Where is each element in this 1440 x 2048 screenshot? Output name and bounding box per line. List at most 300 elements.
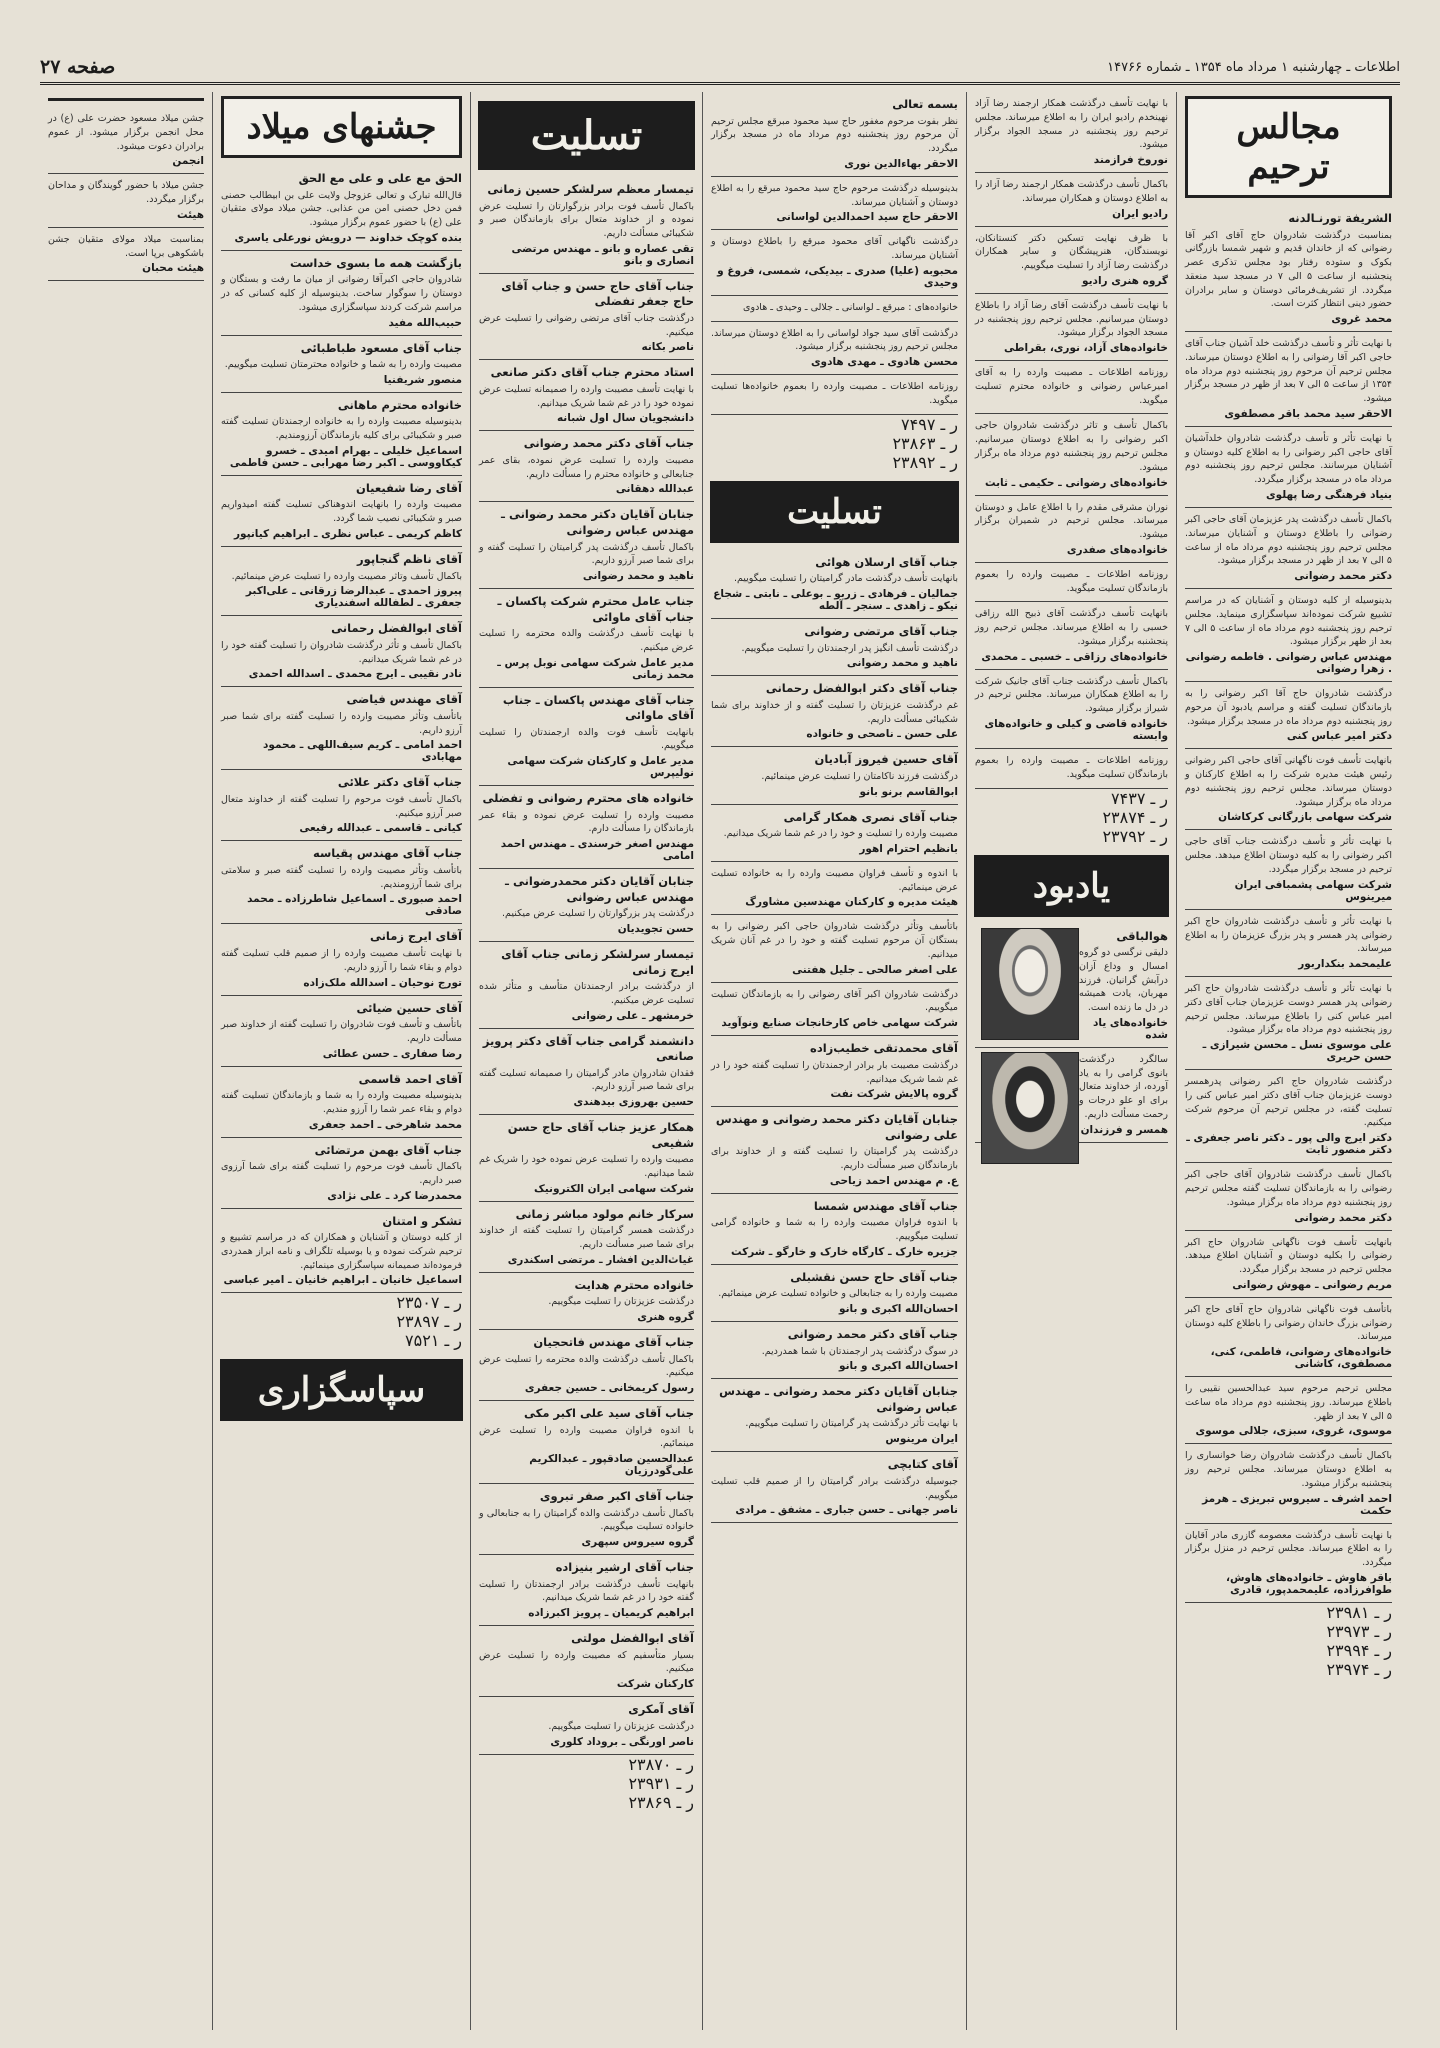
- notice-body: بدینوسیله از کلیه دوستان و آشنایان که در مراسم تشییع شرکت نموده‌اند سپاسگزاری مینماید. مجلس ترحیم روز پنجشنبه دوم مرداد ماه از ساعت ۵ الی ۷ بعد از ظهر برگزار میشود.: [1185, 595, 1392, 648]
- notice-signature: رضا صفاری ـ حسن عطائی: [322, 1047, 462, 1060]
- notice-title: الشریفة تورنـالدنه: [1288, 211, 1392, 225]
- page-label: صفحه ۲۷: [40, 56, 116, 78]
- notice-body: مصیبت وارده را تسلیت عرض نموده خود را شریک غم شما میدانیم.: [479, 1154, 694, 1179]
- notice-body: باکمال تأسف درگذشت همکار ارجمند رضا آزاد را به اطلاع دوستان و همکاران میرساند.: [975, 179, 1168, 204]
- notice-signature: شرکت سهامی ایران الکترونیک: [534, 1182, 694, 1195]
- notice-signature: ابراهیم کریمیان ـ پرویز اکبرزاده: [528, 1607, 694, 1620]
- notice-body: از کلیه دوستان و آشنایان و همکاران که در مراسم تشییع و ترحیم شرکت نموده و یا بوسیله تلگراف و نامه ابراز همدردی فرموده‌اند صمیمانه سپاسگزاری مینمائیم.: [221, 1232, 462, 1271]
- notice: [479, 1697, 694, 1754]
- notice-body: بانهایت تأسف فوت ناگهانی آقای حاجی اکبر رضوانی رئیس هیئت مدیره شرکت را به اطلاع کارکنان و دوستان میرساند. مجلس ترحیم روز پنجشنبه دوم مرداد ماه برگزار میشود.: [1185, 755, 1392, 808]
- notice-signature: محبوبه (علیا) صدری ـ بیدیکی، شمسی، فروغ و وحیدی: [717, 264, 958, 289]
- notice: [975, 414, 1168, 495]
- notice: [1185, 749, 1392, 830]
- notice-title: بسمه تعالی: [892, 97, 958, 111]
- notice-signature: ایران مرینوس: [885, 1433, 958, 1446]
- notice: [711, 550, 958, 619]
- notice-signature: علی اصغر صالحی ـ جلیل هفتنی: [792, 963, 958, 976]
- notice-signature: گروه هنری: [637, 1311, 694, 1324]
- notice-signature: خانواده‌های رضوانی ـ حکیمی ـ ثابت: [984, 476, 1168, 489]
- notice: [975, 749, 1168, 789]
- notice: [711, 177, 958, 231]
- notice: [479, 360, 694, 431]
- notice: [221, 251, 462, 336]
- notice-body: با نهایت تأثر و تأسف درگذشت جناب آقای حاجی اکبر رضوانی را به کلیه دوستان اطلاع میدهد. مجلس ترحیم در مسجد برگزار میگردد.: [1185, 836, 1392, 876]
- notice: [1185, 1163, 1392, 1230]
- notice-body: مصیبت وارده را تسلیت و خود را در غم شما شریک میدانیم.: [723, 828, 958, 840]
- column-notices: [479, 177, 694, 1812]
- notice-title: جناب عامل محترم شرکت پاکسان ـ جناب آقای ماوائی: [497, 594, 694, 624]
- notice-body: درگذشت همسر گرامیتان را تسلیت گفته از خداوند برای شما صبر مسألت داریم.: [479, 1225, 694, 1250]
- notice-signature: عبدالله دهقانی: [615, 483, 694, 496]
- notice-signature: محمد شاهرخی ـ احمد جعفری: [308, 1118, 462, 1131]
- notice-signature: احسان‌الله اکبری و بانو: [838, 1303, 958, 1316]
- column-three: [702, 92, 966, 2030]
- notice-title: جناب آقای مهندس فاتحجیان: [533, 1335, 694, 1350]
- notice-signature: هیئت محبان: [142, 262, 204, 275]
- notice: [1185, 1070, 1392, 1163]
- notice: [479, 1330, 694, 1401]
- notice-body: مصیبت وارده را به جنابعالی و خانواده تسلیت عرض مینمائیم.: [718, 1288, 958, 1300]
- notice: [479, 502, 694, 589]
- notice-body: درگذشت پدر بزرگوارتان را تسلیت عرض میکنیم.: [502, 908, 694, 920]
- notice-signature: تقی عصاره و بانو ـ مهندس مرتضی انصاری و بانو: [511, 242, 694, 267]
- notice-body: باکمال تأسف فوت مرحوم را تسلیت گفته از خداوند متعال صبر آرزو میکنیم.: [221, 793, 462, 819]
- notice: [1185, 206, 1392, 332]
- notice-signature: منصور شریفنیا: [383, 373, 462, 386]
- notice-title: جناب آقای ارشیر بنیزاده: [555, 1560, 694, 1575]
- notice-signature: جزیره خارک ـ کارگاه خارک و خارگو ـ شرکت: [731, 1245, 958, 1258]
- notice: [711, 676, 958, 747]
- notice-signature: احسان‌الله اکبری و بانو: [838, 1360, 958, 1373]
- notice-signature: ع. م مهندس احمد زیاحی: [829, 1174, 958, 1187]
- notice: [711, 805, 958, 862]
- section-heading-sepas: سپاسگزاری: [221, 1360, 462, 1420]
- notice: [711, 1107, 958, 1194]
- notice-body: با اندوه و تأسف فراوان مصیبت وارده را به خانواده تسلیت عرض مینمائیم.: [711, 867, 958, 893]
- notice: [711, 1379, 958, 1452]
- notice: [1185, 1444, 1392, 1523]
- notice-title: جناب آقای مهندس پاکسان ـ جناب آقای ماوائی: [502, 692, 694, 723]
- notice-body: نظر بفوت مرحوم مغفور حاج سید محمود مبرقع مجلس ترحیم آن مرحوم روز پنجشنبه دوم مرداد ماه در مسجد برگزار میگردد.: [711, 115, 958, 155]
- section-heading-taslit-2: تسلیت: [711, 482, 958, 542]
- notice-title: جناب آقای دکتر علائی: [337, 775, 462, 790]
- notice-title: دانشمند گرامی جناب آقای دکتر پرویز صانعی: [482, 1033, 694, 1064]
- notice-signature: هیئت مدیره و کارکنان مهندسین مشاورگ: [745, 896, 958, 909]
- notice-signature: کارکنان شرکت: [616, 1678, 694, 1691]
- notice: [711, 1265, 958, 1322]
- section-heading-majales: مجالس ترحیم: [1185, 96, 1392, 198]
- notice-title: جناب آقای دکتر محمد رضوانی: [787, 1327, 958, 1342]
- notice: [221, 687, 462, 770]
- notice-body: با اندوه فراوان مصیبت وارده را به شما و خانواده گرامی تسلیت میگوییم.: [711, 1217, 958, 1243]
- notice: [221, 770, 462, 841]
- notice-signature: علی موسوی نسل ـ محسن شیرازی ـ حسن حریری: [1202, 1039, 1392, 1064]
- notice-body: با اندوه فراوان مصیبت وارده را تسلیت عرض مینمائیم.: [479, 1424, 694, 1450]
- notice-title: خانواده های محترم رضوانی و تفضلی: [482, 791, 694, 806]
- notice-signature: بانظیم احترام اهور: [859, 842, 958, 855]
- notice-body: بدینوسیله مصیبت وارده را به شما و بازماندگان تسلیت گفته دوام و بقاء عمر شما را آرزو مندیم.: [221, 1090, 462, 1115]
- notice: [1185, 682, 1392, 749]
- section-heading-yadbood: یادبود: [975, 856, 1168, 916]
- notice-body: درگذشت شادروان حاج اکبر رضوانی پدرهمسر دوست عزیزمان جناب آقای دکتر امیر عباس کنی را تسلیت گفته، در مجلس ترحیم آن مرحوم شرکت میکنیم.: [1185, 1076, 1392, 1129]
- notice-body: درگذشت عزیزتان را تسلیت میگوییم.: [548, 1296, 694, 1308]
- notice-title: جناب آقای مهندس شمسا: [813, 1198, 958, 1213]
- notice-title: آقای احمد قاسمی: [358, 1071, 462, 1086]
- notice-body: جشن میلاد با حضور گویندگان و مداحان برگزار میگردد.: [48, 180, 204, 206]
- notice: [711, 1036, 958, 1107]
- notice-signature: دکتر محمد رضوانی: [1294, 570, 1392, 583]
- notice-body: باتأسف وتأثر مصیبت وارده را تسلیت گفته صبر و سلامتی برای شما آرزومندیم.: [221, 864, 462, 890]
- notice: [711, 92, 958, 177]
- notice: [221, 841, 462, 924]
- notice-body: درگذشت عزیزتان را تسلیت میگوییم.: [548, 1720, 694, 1732]
- notice-title: استاد محترم جناب آقای دکتر صانعی: [490, 365, 694, 380]
- notice-signature: خانواده‌های رضوانی، فاطمی، کنی، مصطفوی، کاشانی: [1210, 1346, 1392, 1371]
- notice-title: آقای ابوالفضل مولتی: [571, 1631, 694, 1646]
- notice-body: باکمال تأسف درگذشت پدر عزیزمان آقای حاجی اکبر رضوانی را باطلاع دوستان و آشنایان میرساند. مجلس ترحیم روز پنجشنبه دوم مرداد ماه از ساعت ۵ الی ۷ بعد از ظهر در مسجد برگزار میشود.: [1185, 514, 1392, 567]
- notice-title: تشکر و امتنان: [382, 1213, 462, 1228]
- notice: [221, 166, 462, 251]
- notice-body: با نهایت تأسف درگذشت والده محترمه را تسلیت عرض میکنیم.: [479, 628, 694, 653]
- notice: [1185, 508, 1392, 589]
- notice-body: شادروان حاجی اکبرآقا رضوانی از میان ما رفت و بستگان و دوستان را سوگوار ساخت. بدینوسیله از کلیه کسانی که در مراسم شرکت کردند سپاسگزاری میشود.: [221, 274, 462, 313]
- notice-title: تیمسار سرلشکر زمانی جناب آقای ایرج زمانی: [501, 947, 694, 977]
- notice: [711, 1322, 958, 1379]
- notice-signature: رادیو ایران: [1112, 207, 1168, 220]
- notice-signature: خانواده قاضی و کیلی و خانواده‌های وابسته: [984, 717, 1168, 742]
- notice-signature: مدیر عامل و کارکنان شرکت سهامی نولیپرس: [507, 755, 694, 780]
- notice-signature: اسماعیل خلیلی ـ بهرام امیدی ـ خسرو کیکاووسی ـ اکبر رضا مهرابی ـ حسن فاطمی: [229, 444, 462, 469]
- notice-title: خانواده محترم هدایت: [574, 1277, 694, 1292]
- issue-line: اطلاعات ـ چهارشنبه ۱ مرداد ماه ۱۳۵۴ ـ شماره ۱۴۷۶۶: [1107, 59, 1400, 75]
- notice: [221, 616, 462, 687]
- notice-body: مصیبت وارده را بانهایت اندوهناکی تسلیت گفته امیدواریم صبر و شکیبائی نصیب شما گردد.: [221, 499, 462, 525]
- section-heading-taslit-1: تسلیت: [479, 102, 694, 169]
- notice-signature: ناصر اورنگی ـ بروداد کلوری: [550, 1735, 694, 1748]
- notice-signature: احمد اشرف ـ سیروس تبریزی ـ هرمز حکمت: [1202, 1492, 1392, 1517]
- notice-body: باکمال تأسف فوت برادر بزرگوارتان را تسلیت عرض نموده و از خداوند متعال برای بازماندگان صبر و شکیبائی مسألت داریم.: [479, 200, 694, 240]
- notice-body: غم درگذشت عزیزتان را تسلیت گفته و از خداوند برای شما شکیبائی مسألت داریم.: [711, 699, 958, 725]
- notice-body: باتأسف وتأثر درگذشت شادروان حاجی اکبر رضوانی را به بستگان آن مرحوم تسلیت گفته و خود را در غم آنان شریک میدانیم.: [711, 921, 958, 960]
- notice-signature: خرمشهر ـ علی رضوانی: [571, 1009, 694, 1022]
- notice-body: بانهایت تأسف درگذشت آقای ذبیح الله رزاقی خسبی را به اطلاع میرساند. مجلس ترحیم روز پنجشنبه برگزار میشود.: [975, 608, 1168, 647]
- notice: [479, 869, 694, 942]
- notice: [711, 747, 958, 804]
- column-notices: [711, 92, 958, 472]
- notice-body: درگذشت جناب آقای مرتضی رضوانی را تسلیت عرض میکنیم.: [479, 312, 694, 338]
- notice: [975, 496, 1168, 563]
- notice-code: ر ـ ۷۴۳۷: [1111, 788, 1168, 808]
- notice-code: ر ـ ۲۳۹۸۱: [1326, 1602, 1392, 1622]
- notice-signature: کاظم کریمی ـ عباس نظری ـ ابراهیم کیانپور: [233, 528, 462, 540]
- notice-body: درگذشت شادروان اکبر آقای رضوانی را به بازماندگان تسلیت میگوییم.: [711, 988, 958, 1014]
- notice-body: جشن میلاد مسعود حضرت علی (ع) در محل انجمن برگزار میشود. از عموم برادران دعوت میشود.: [48, 113, 204, 152]
- notice-body: سالگرد درگذشت بانوی گرامی را به یاد آورده، از خداوند متعال برای او علو درجات و رحمت مسألت داریم.: [1079, 1053, 1168, 1120]
- notice: [221, 1067, 462, 1138]
- notice: [1185, 332, 1392, 427]
- notice: [1185, 1377, 1392, 1444]
- notice-signature: خانواده‌های رزاقی ـ خسبی ـ محمدی: [981, 650, 1168, 663]
- notice-signature: ناصر جهانی ـ حسن جباری ـ مشفق ـ مرادی: [735, 1504, 958, 1517]
- notice-signature: بنده کوچک خداوند — درویش نورعلی یاسری: [234, 231, 462, 244]
- notice-body: با نهایت تأثر و تأسف درگذشت شادروان خلدآشیان آقای حاجی اکبر رضوانی را به اطلاع کلیه دوستان و آشنایان میرسانند. مجلس ترحیم روز پنجشنبه دوم مرداد ماه در مسجد برگزار میگردد.: [1185, 432, 1392, 486]
- notice: [1185, 1524, 1392, 1603]
- notice-signature: مهندس اصغر خرسندی ـ مهندس احمد امامی: [500, 838, 694, 863]
- notice-title: جناب آقای سید علی اکبر مکی: [524, 1406, 694, 1421]
- notice-signature: الاحقر سید محمد باقر مصطفوی: [1224, 407, 1392, 420]
- notice-signature: حبیب‌الله مفید: [388, 316, 462, 329]
- notice: [711, 230, 958, 296]
- notice: [975, 563, 1168, 603]
- notice-signature: موسوی، غروی، سبزی، جلالی موسوی: [1195, 1425, 1392, 1438]
- column-notices: [975, 92, 1168, 846]
- notice-body: بدینوسیله درگذشت مرحوم حاج سید محمود مبرقع را به اطلاع دوستان و آشنایان میرساند.: [711, 182, 958, 208]
- notice: [479, 1484, 694, 1555]
- notice: [975, 294, 1168, 361]
- notice-code: ر ـ ۲۳۹۷۴: [1326, 1659, 1392, 1679]
- notice: [479, 786, 694, 869]
- notice-code: ر ـ ۷۵۲۱: [405, 1331, 462, 1351]
- notice-signature: ناهید و محمد رضوانی: [846, 657, 958, 670]
- notice-body: از درگذشت برادر ارجمندتان متأسف و متأثر شده تسلیت عرض میکنیم.: [479, 981, 694, 1006]
- notice-body: مجلس ترحیم مرحوم سید عبدالحسین نقیبی را باطلاع میرساند. روز پنجشنبه دوم مرداد ماه ساعت ۵ الی ۷ بعد از ظهر.: [1185, 1383, 1392, 1422]
- column-four: [470, 92, 702, 2030]
- notice-body: باکمال تأسف و تأثر درگذشت شادروان را تسلیت گفته خود را در غم شما شریک میدانیم.: [221, 639, 462, 665]
- notice-body: باکمال تأسف درگذشت جناب آقای جانیک شرکت را به اطلاع همکاران میرساند. مجلس ترحیم در شیراز برگزار میشود.: [975, 675, 1168, 715]
- notice-signature: شرکت سهامی پشمبافی ایران میرینوس: [1234, 878, 1392, 903]
- notice: [221, 1209, 462, 1294]
- notice-body: نوران مشرقی مقدم را با اطلاع عامل و دوستان میرساند. مجلس ترحیم در شمیران برگزار میشود.: [975, 501, 1168, 541]
- notice-title: آقای آمکری: [628, 1702, 694, 1717]
- column-two: [966, 92, 1176, 2030]
- notice: [48, 228, 204, 282]
- notice: [711, 322, 958, 376]
- notice: [1185, 427, 1392, 508]
- column-notices: [711, 550, 958, 1524]
- portrait-photo-man: [981, 928, 1079, 1040]
- notice-signature: پیروز احمدی ـ عبدالرضا زرقانی ـ علی‌اکبر جعفری ـ لطفالله اسفندیاری: [245, 585, 462, 610]
- notice-signature: باقر هاوش ـ خانواده‌های هاوش، طوافرزاده، علیمحمدپور، قادری: [1225, 1571, 1392, 1596]
- notice-body: باکمال تأسف درگذشت شادروان رضا خوانساری را به اطلاع دوستان میرساند. مجلس ترحیم روز پنجشنبه برگزار میشود.: [1185, 1450, 1392, 1489]
- column-notices: [221, 166, 462, 1350]
- notice-signature: علی حسن ـ ناصحی و خانواده: [806, 728, 958, 741]
- notice-title: جناب آقای نصری همکار گرامی: [783, 809, 958, 824]
- notice-code: ر ـ ۲۳۸۹۲: [892, 452, 958, 472]
- notice: [479, 1401, 694, 1484]
- notice-code: ر ـ ۲۳۹۷۳: [1326, 1621, 1392, 1641]
- notice-signature: حسین بهروزی بیدهندی: [573, 1096, 694, 1109]
- notice-signature: ناصر بکانه: [641, 341, 694, 354]
- notice-code: ر ـ ۲۳۸۷۰: [628, 1754, 694, 1774]
- notice-body: درگذشت شادروان حاج آقا اکبر رضوانی را به بازماندگان تسلیت گفته و مراسم یادبود آن مرحوم روز پنجشنبه دوم مرداد ماه در مسجد برگزار میشود.: [1185, 688, 1392, 727]
- notice: [221, 924, 462, 995]
- notice-signature: گروه هنری رادیو: [1082, 274, 1168, 287]
- notice-body: باتأسف و تأسف فوت شادروان را تسلیت گفته از خداوند صبر مسألت داریم.: [221, 1019, 462, 1044]
- notice-body: روزنامه اطلاعات ـ مصیبت وارده را به آقای امیرعباس رضوانی و خانواده محترم تسلیت میگوید.: [975, 367, 1168, 406]
- notice: [48, 174, 204, 228]
- column-five: [212, 92, 470, 2030]
- notice-body: باکمال تأسف فوت مرحوم را تسلیت گفته برای شما آرزوی صبر داریم.: [221, 1161, 462, 1186]
- notice-body: خانواده‌های : مبرقع ـ لواسانی ـ جلالی ـ وحیدی ـ هادوی: [743, 301, 958, 313]
- notice-signature: خانواده‌های صفدری: [1066, 543, 1168, 556]
- notice-signature: شرکت سهامی بازرگانی کرکاشان: [1218, 811, 1392, 824]
- notice-signature: دکتر محمد رضوانی: [1294, 1211, 1392, 1224]
- notice-body: مصیبت وارده را تسلیت عرض نموده، بقای عمر جنابعالی و خانواده محترم را مسألت داریم.: [479, 454, 694, 480]
- notice: [711, 296, 958, 322]
- notice-signature: محسن هادوی ـ مهدی هادوی: [810, 356, 958, 369]
- notice-title: خانواده محترم ماهانی: [337, 397, 462, 412]
- notice-body: روزنامه اطلاعات ـ مصیبت وارده را بعموم بازماندگان تسلیت میگوید.: [975, 568, 1168, 594]
- notice-body: باکمال تأسف و تاثر درگذشت شادروان حاجی اکبر رضوانی را به اطلاع دوستان میرسانیم. مجلس ترحیم روز پنجشنبه دوم مرداد ماه برگزار میشود.: [975, 420, 1168, 473]
- masthead: [40, 52, 1400, 85]
- notice-title: آقای کتابچی: [887, 1457, 958, 1472]
- notice-title: جناب آقای ارسلان هوائی: [815, 554, 958, 569]
- notice: [711, 619, 958, 676]
- portrait-photo-woman: [981, 1052, 1079, 1164]
- notice-title: آقای حسین فیروز آبادیان: [814, 752, 958, 767]
- divider: [48, 98, 204, 101]
- notice-body: قال‌الله تبارک و تعالی عزوجل ولایت علی بن ابیطالب حصنی فمن دخل حصنی امن من عذابی. جشن میلاد مولای متقیان علی (ع) با حضور عموم برگزار میشود.: [221, 189, 462, 229]
- notice-body: با نهایت تأثر درگذشت پدر گرامیتان را تسلیت میگوییم.: [745, 1418, 958, 1430]
- column-notices: [1185, 206, 1392, 1679]
- notice-signature: مریم رضوانی ـ مهوش رضوانی: [1232, 1278, 1392, 1291]
- notice: [975, 92, 1168, 173]
- notice-title: جناب آقای مسعود طباطبائی: [300, 340, 462, 355]
- notice-signature: هیئت: [177, 208, 204, 221]
- notice-signature: کیانی ـ قاسمی ـ عبدالله رفیعی: [299, 822, 462, 835]
- notice-body: باکمال تأسف درگذشت شادروان آقای حاجی اکبر رضوانی را به بازماندگان تسلیت گفته مجلس ترحیم روز پنجشنبه دوم مرداد ماه برگزار میشود.: [1185, 1169, 1392, 1208]
- notice: [479, 177, 694, 274]
- notice-title: جنابان آقایان دکتر محمدرضوانی ـ مهندس عباس رضوانی: [505, 874, 694, 904]
- notice-body: با نهایت تأسف درگذشت همکار ارجمند رضا آزاد نهینخدم رادیو ایران را به اطلاع میرساند. مجلس ترحیم روز پنجشنبه در مسجد الجواد برگزار میشود.: [975, 98, 1168, 151]
- notice-title: آقای رضا شفیعیان: [356, 480, 462, 495]
- notice-code: ر ـ ۲۳۹۹۴: [1326, 1640, 1392, 1660]
- notice-body: درگذشت تأسف انگیز پدر ارجمندتان را تسلیت میگوییم.: [741, 642, 958, 654]
- notice: [479, 688, 694, 787]
- notice-body: باکمال تأسف وتاثر مصیبت وارده را تسلیت عرض مینمائیم.: [231, 570, 462, 582]
- notice: [479, 1626, 694, 1697]
- notice-title: تیمسار معظم سرلشکر حسین زمانی: [487, 182, 694, 196]
- notice-signature: غیاث‌الدین افشار ـ مرتضی اسکندری: [507, 1253, 694, 1266]
- notice-signature: احمد صبوری ـ اسماعیل شاطرزاده ـ محمد صادقی: [247, 893, 462, 918]
- notice-title: الحق مع علی و علی مع الحق: [298, 171, 462, 185]
- notice-code: ر ـ ۲۳۸۶۳: [892, 433, 958, 453]
- notice: [711, 375, 958, 415]
- notice-signature: محمد غروی: [1331, 313, 1392, 326]
- notice-body: باتأسف فوت ناگهانی شادروان حاج آقای حاج اکبر رضوانی بزرگ خاندان رضوانی را باطلاع کلیه دوستان میرساند.: [1185, 1303, 1392, 1343]
- notice-code: ر ـ ۲۳۸۶۹: [628, 1792, 694, 1812]
- notice-body: بانهایت تأسف درگذشت مادر گرامیتان را تسلیت میگوییم.: [733, 573, 958, 585]
- notice: [479, 589, 694, 688]
- notice-title: جناب آقای مهندس پقیاسه: [312, 846, 462, 861]
- notice-title: جنابان آقایان دکتر محمد رضوانی ـ مهندس عباس رضوانی: [719, 1384, 958, 1414]
- notice: [479, 274, 694, 361]
- notice-body: مصیبت وارده را تسلیت عرض نموده و بقاء عمر بازماندگان را مسألت دارم.: [479, 809, 694, 835]
- notice-signature: مدیر عامل شرکت سهامی نوبل پرس ـ محمد زمانی: [497, 656, 694, 681]
- notice-signature: دکتر امیر عباس کنی: [1286, 730, 1392, 743]
- notice-body: درگذشت پدر گرامیتان را تسلیت گفته و از خداوند برای بازماندگان صبر مسألت داریم.: [711, 1146, 958, 1172]
- notice-signature: الاحقر حاج سید احمدالدین لواسانی: [776, 211, 958, 224]
- notice-code: ر ـ ۲۳۹۳۱: [628, 1773, 694, 1793]
- notice-title: آقای ایرج زمانی: [369, 929, 462, 944]
- notice-title: بازگشت همه ما بسوی خداست: [289, 255, 462, 270]
- notice-body: باتأسف وتأثر مصیبت وارده را تسلیت گفته برای شما صبر آرزو داریم.: [221, 710, 462, 736]
- notice-signature: همسر و فرزندان: [1080, 1123, 1168, 1136]
- notice: [975, 670, 1168, 749]
- notice-title: آقای محمدتقی خطیب‌زاده: [810, 1041, 958, 1056]
- notice-signature: خانواده‌های یاد شده: [1093, 1016, 1168, 1041]
- column-majales: [1176, 92, 1400, 2030]
- notice: [479, 942, 694, 1029]
- notice-signature: دانشجویان سال اول شبانه: [556, 412, 694, 425]
- notice-code: ر ـ ۲۳۸۷۴: [1102, 807, 1168, 827]
- notice-signature: مهندس عباس رضوانی . فاطمه رضوانی . زهرا رضوانی: [1185, 651, 1392, 676]
- notice-body: با نهایت تأسف مصیبت وارده را از صمیم قلب تسلیت گفته دوام و بقاء شما را آرزو داریم.: [221, 947, 462, 973]
- notice-body: بسیار متأسفیم که مصیبت وارده را تسلیت عرض میکنیم.: [479, 1649, 694, 1675]
- notice-body: بمناسبت درگذشت شادروان حاج آقای اکبر آقا رضوانی که از خاندان قدیم و شهیر شمسا بازرگانی بکوک و ستوده رفتار بود مجلس تذکری عصر پنجشنبه از ساعت ۵ الی ۷ در مسجد سید منعقد میگردد. از تشریف‌فرمائی دوستان و سایر برادران حضور دینی انتظار کثرت است.: [1185, 229, 1392, 310]
- notice-body: فقدان شادروان مادر گرامیتان را صمیمانه تسلیت گفته برای شما صبر آرزو داریم.: [479, 1067, 694, 1093]
- notice-signature: عبدالحسین صادقپور ـ عبدالکریم علی‌گودرزیان: [529, 1453, 694, 1478]
- notice-body: درگذشت فرزند ناکامتان را تسلیت عرض مینمائیم.: [761, 770, 958, 782]
- notice-signature: علیمحمد بنکداربور: [1298, 958, 1392, 971]
- notice-body: جبوسیله درگذشت برادر گرامیتان را از صمیم قلب تسلیت میگوییم.: [711, 1475, 958, 1501]
- notice-body: درگذشت ناگهانی آقای محمود مبرقع را باطلاع دوستان و آشنایان میرساند.: [711, 236, 958, 262]
- notice: [711, 915, 958, 982]
- notice-title: جناب آقای حاج حسن نقشبلی: [790, 1269, 958, 1284]
- notice: [711, 1452, 958, 1523]
- notice-code: ر ـ ۲۳۵۰۷: [396, 1293, 462, 1313]
- notice-signature: تورج نوحیان ـ اسدالله ملک‌زاده: [303, 976, 462, 989]
- notice: [711, 983, 958, 1037]
- notice-body: با ظرف نهایت تسکین دکتر کنستانکان، نویسندگان، هنرپیشگان و سایر همکاران درگذشت رضا آزاد را تسلیت میگوییم.: [975, 232, 1168, 272]
- notice-title: همکار عزیز جناب آقای حاج حسن شفیعی: [507, 1120, 694, 1150]
- notice: [711, 862, 958, 916]
- notice: [479, 1555, 694, 1626]
- notice-signature: نوروخ فرازمند: [1093, 154, 1168, 167]
- notice-body: بانهایت تأسف فوت والده ارجمندتان را تسلیت میگوییم.: [479, 726, 694, 752]
- notice-body: بدینوسیله مصیبت وارده را به خانواده ارجمندتان تسلیت گفته صبر و شکیبائی برای کلیه بازماندگان آرزومندیم.: [221, 416, 462, 442]
- notice: [221, 547, 462, 616]
- notice-title: جناب آقای حاج حسن و جناب آقای حاج جعفر تفضلی: [501, 278, 694, 309]
- notice-signature: دکتر ایرج والی پور ـ دکتر ناصر جعفری ـ دکتر منصور ثابت: [1186, 1132, 1392, 1157]
- notice-signature: گروه پالایش شرکت نفت: [830, 1088, 958, 1101]
- notice-title: جنابان آقایان دکتر محمد رضوانی و مهندس علی رضوانی: [715, 1112, 958, 1142]
- column-notices: [48, 107, 204, 281]
- notice: [479, 1115, 694, 1202]
- notice: [221, 1138, 462, 1209]
- notice: [48, 107, 204, 174]
- notice: [975, 361, 1168, 414]
- notice-body: با نهایت تأسف مصیبت وارده را صمیمانه تسلیت عرض نموده خود را در غم شما شریک میدانیم.: [479, 383, 694, 409]
- notice-signature: انجمن: [172, 155, 204, 168]
- notice: [221, 996, 462, 1067]
- notice-title: آقای مهندس فیاضی: [346, 692, 462, 707]
- notice-body: درگذشت مصیبت بار برادر ارجمندتان را تسلیت گفته خود را در غم شما شریک میدانیم.: [711, 1059, 958, 1085]
- notice-title: سرکار خانم مولود مباشر زمانی: [515, 1206, 694, 1221]
- notice: [479, 431, 694, 502]
- notice-body: باکمال تأسف درگذشت پدر گرامیتان را تسلیت گفته و برای شما صبر آرزو داریم.: [479, 541, 694, 567]
- notice: [221, 393, 462, 476]
- notice-body: مصیبت وارده را به شما و خانواده محترمتان تسلیت میگوییم.: [224, 359, 462, 371]
- column-six: [40, 92, 212, 2030]
- notice-title: آقای حسین ضیائی: [356, 1000, 462, 1015]
- section-heading-jashn: جشنهای میلاد: [221, 96, 462, 158]
- notice-body: با نهایت تأثر و تأسف درگذشت شادروان حاج اکبر رضوانی پدر همسر و پدر بزرگ عزیزمان را به اطلاع میرساند.: [1185, 915, 1392, 955]
- notice-signature: محمدرضا کرد ـ علی نژادی: [327, 1189, 462, 1202]
- notice-body: دلیقی نرگسی دو گروه امسال و وداع آزان درآبش گرانیان. فرزند مهربان، یادت همیشه در دل ما زنده است.: [1079, 947, 1168, 1014]
- notice-signature: حسن تجویدیان: [617, 923, 694, 935]
- notice-body: بانهایت تأسف فوت ناگهانی شادروان حاج اکبر رضوانی را بکلیه دوستان و آشنایان اطلاع میدهد. مجلس ترحیم در مسجد برگزار میگردد.: [1185, 1236, 1392, 1276]
